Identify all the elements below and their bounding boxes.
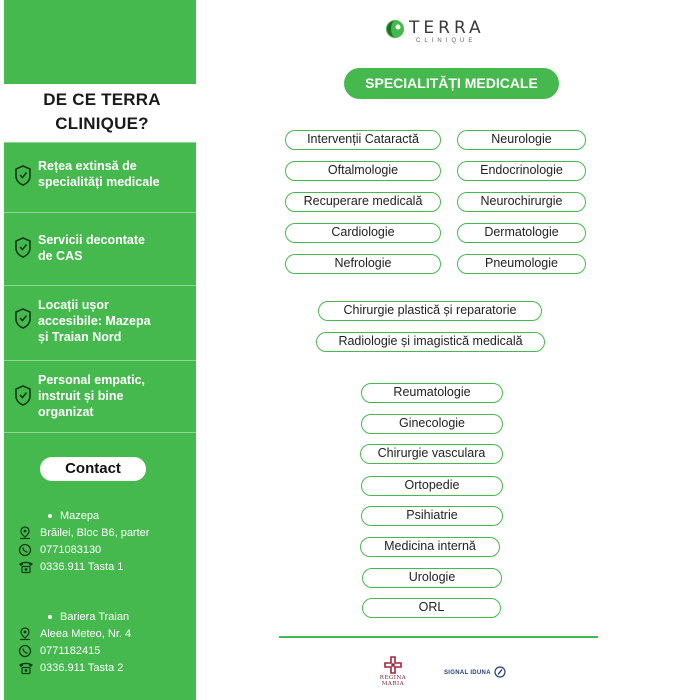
badge-icon: [14, 237, 32, 259]
specialty-pill[interactable]: Cardiologie: [285, 223, 441, 243]
specialty-pill[interactable]: Endocrinologie: [457, 161, 586, 181]
specialty-pill[interactable]: Intervenții Cataractă: [285, 130, 441, 150]
feature-text-line: Servicii decontate: [38, 233, 145, 247]
feature-text-line: organizat: [38, 405, 94, 419]
feature-staff: [4, 360, 196, 430]
sidebar-divider: [4, 432, 196, 433]
feature-cas-services: [4, 212, 196, 282]
specialty-pill[interactable]: Medicina internă: [360, 537, 500, 557]
logo-name: TERRA: [409, 18, 485, 38]
location-name: Bariera Traian: [48, 611, 129, 623]
specialty-pill[interactable]: Ortopedie: [361, 476, 503, 496]
why-title-line-2: CLINIQUE?: [55, 114, 149, 133]
feature-text-line: Personal empatic,: [38, 373, 145, 387]
location-name: Mazepa: [48, 510, 99, 522]
specialties-title: SPECIALITĂȚI MEDICALE: [344, 68, 559, 99]
why-title-line-1: DE CE TERRA: [43, 90, 161, 109]
feature-specialty-network: [4, 142, 196, 212]
regina-maria-label: REGINA MARIA: [379, 675, 407, 687]
phone-icon: [18, 661, 34, 675]
logo-subtitle: CLINIQUE: [416, 38, 477, 44]
specialty-pill[interactable]: Chirurgie plastică și reparatorie: [318, 301, 542, 321]
feature-text-line: Rețea extinsă de: [38, 159, 137, 173]
whatsapp-icon: [18, 644, 32, 658]
signal-iduna-label: SIGNAL IDUNA: [444, 670, 491, 676]
feature-text-line: Locații ușor: [38, 298, 109, 312]
phone-icon: [18, 560, 34, 574]
feature-text-line: specialități medicale: [38, 175, 160, 189]
specialty-pill[interactable]: Ginecologie: [361, 414, 503, 434]
specialty-pill[interactable]: Recuperare medicală: [285, 192, 441, 212]
specialty-pill[interactable]: ORL: [362, 598, 501, 618]
badge-icon: [14, 385, 32, 407]
whatsapp-icon: [18, 543, 32, 557]
feature-locations: [4, 285, 196, 355]
specialty-pill[interactable]: Oftalmologie: [285, 161, 441, 181]
logo-mark-icon: [384, 18, 406, 40]
specialty-pill[interactable]: Urologie: [362, 568, 502, 588]
feature-text-line: de CAS: [38, 249, 83, 263]
badge-icon: [14, 308, 32, 330]
specialty-pill[interactable]: Pneumologie: [457, 254, 586, 274]
specialty-pill[interactable]: Neurochirurgie: [457, 192, 586, 212]
contact-button[interactable]: Contact: [40, 457, 146, 481]
specialty-pill[interactable]: Psihiatrie: [361, 506, 503, 526]
signal-iduna-logo-icon: [494, 666, 506, 678]
specialty-pill[interactable]: Neurologie: [457, 130, 586, 150]
specialty-pill[interactable]: Nefrologie: [285, 254, 441, 274]
feature-text-line: și Traian Nord: [38, 330, 122, 344]
specialty-pill[interactable]: Dermatologie: [457, 223, 586, 243]
feature-text-line: instruit și bine: [38, 389, 124, 403]
specialty-pill[interactable]: Reumatologie: [361, 383, 503, 403]
specialty-pill[interactable]: Chirurgie vasculara: [360, 444, 503, 464]
map-pin-icon: [18, 526, 32, 540]
sidebar-top-block: [4, 0, 196, 84]
footer-divider: [279, 636, 598, 638]
why-terra-heading: [4, 84, 200, 142]
map-pin-icon: [18, 627, 32, 641]
feature-text-line: accesibile: Mazepa: [38, 314, 151, 328]
badge-icon: [14, 165, 32, 187]
regina-maria-logo-icon: [384, 656, 402, 674]
terra-logo: [384, 14, 514, 48]
specialty-pill[interactable]: Radiologie și imagistică medicală: [316, 332, 545, 352]
